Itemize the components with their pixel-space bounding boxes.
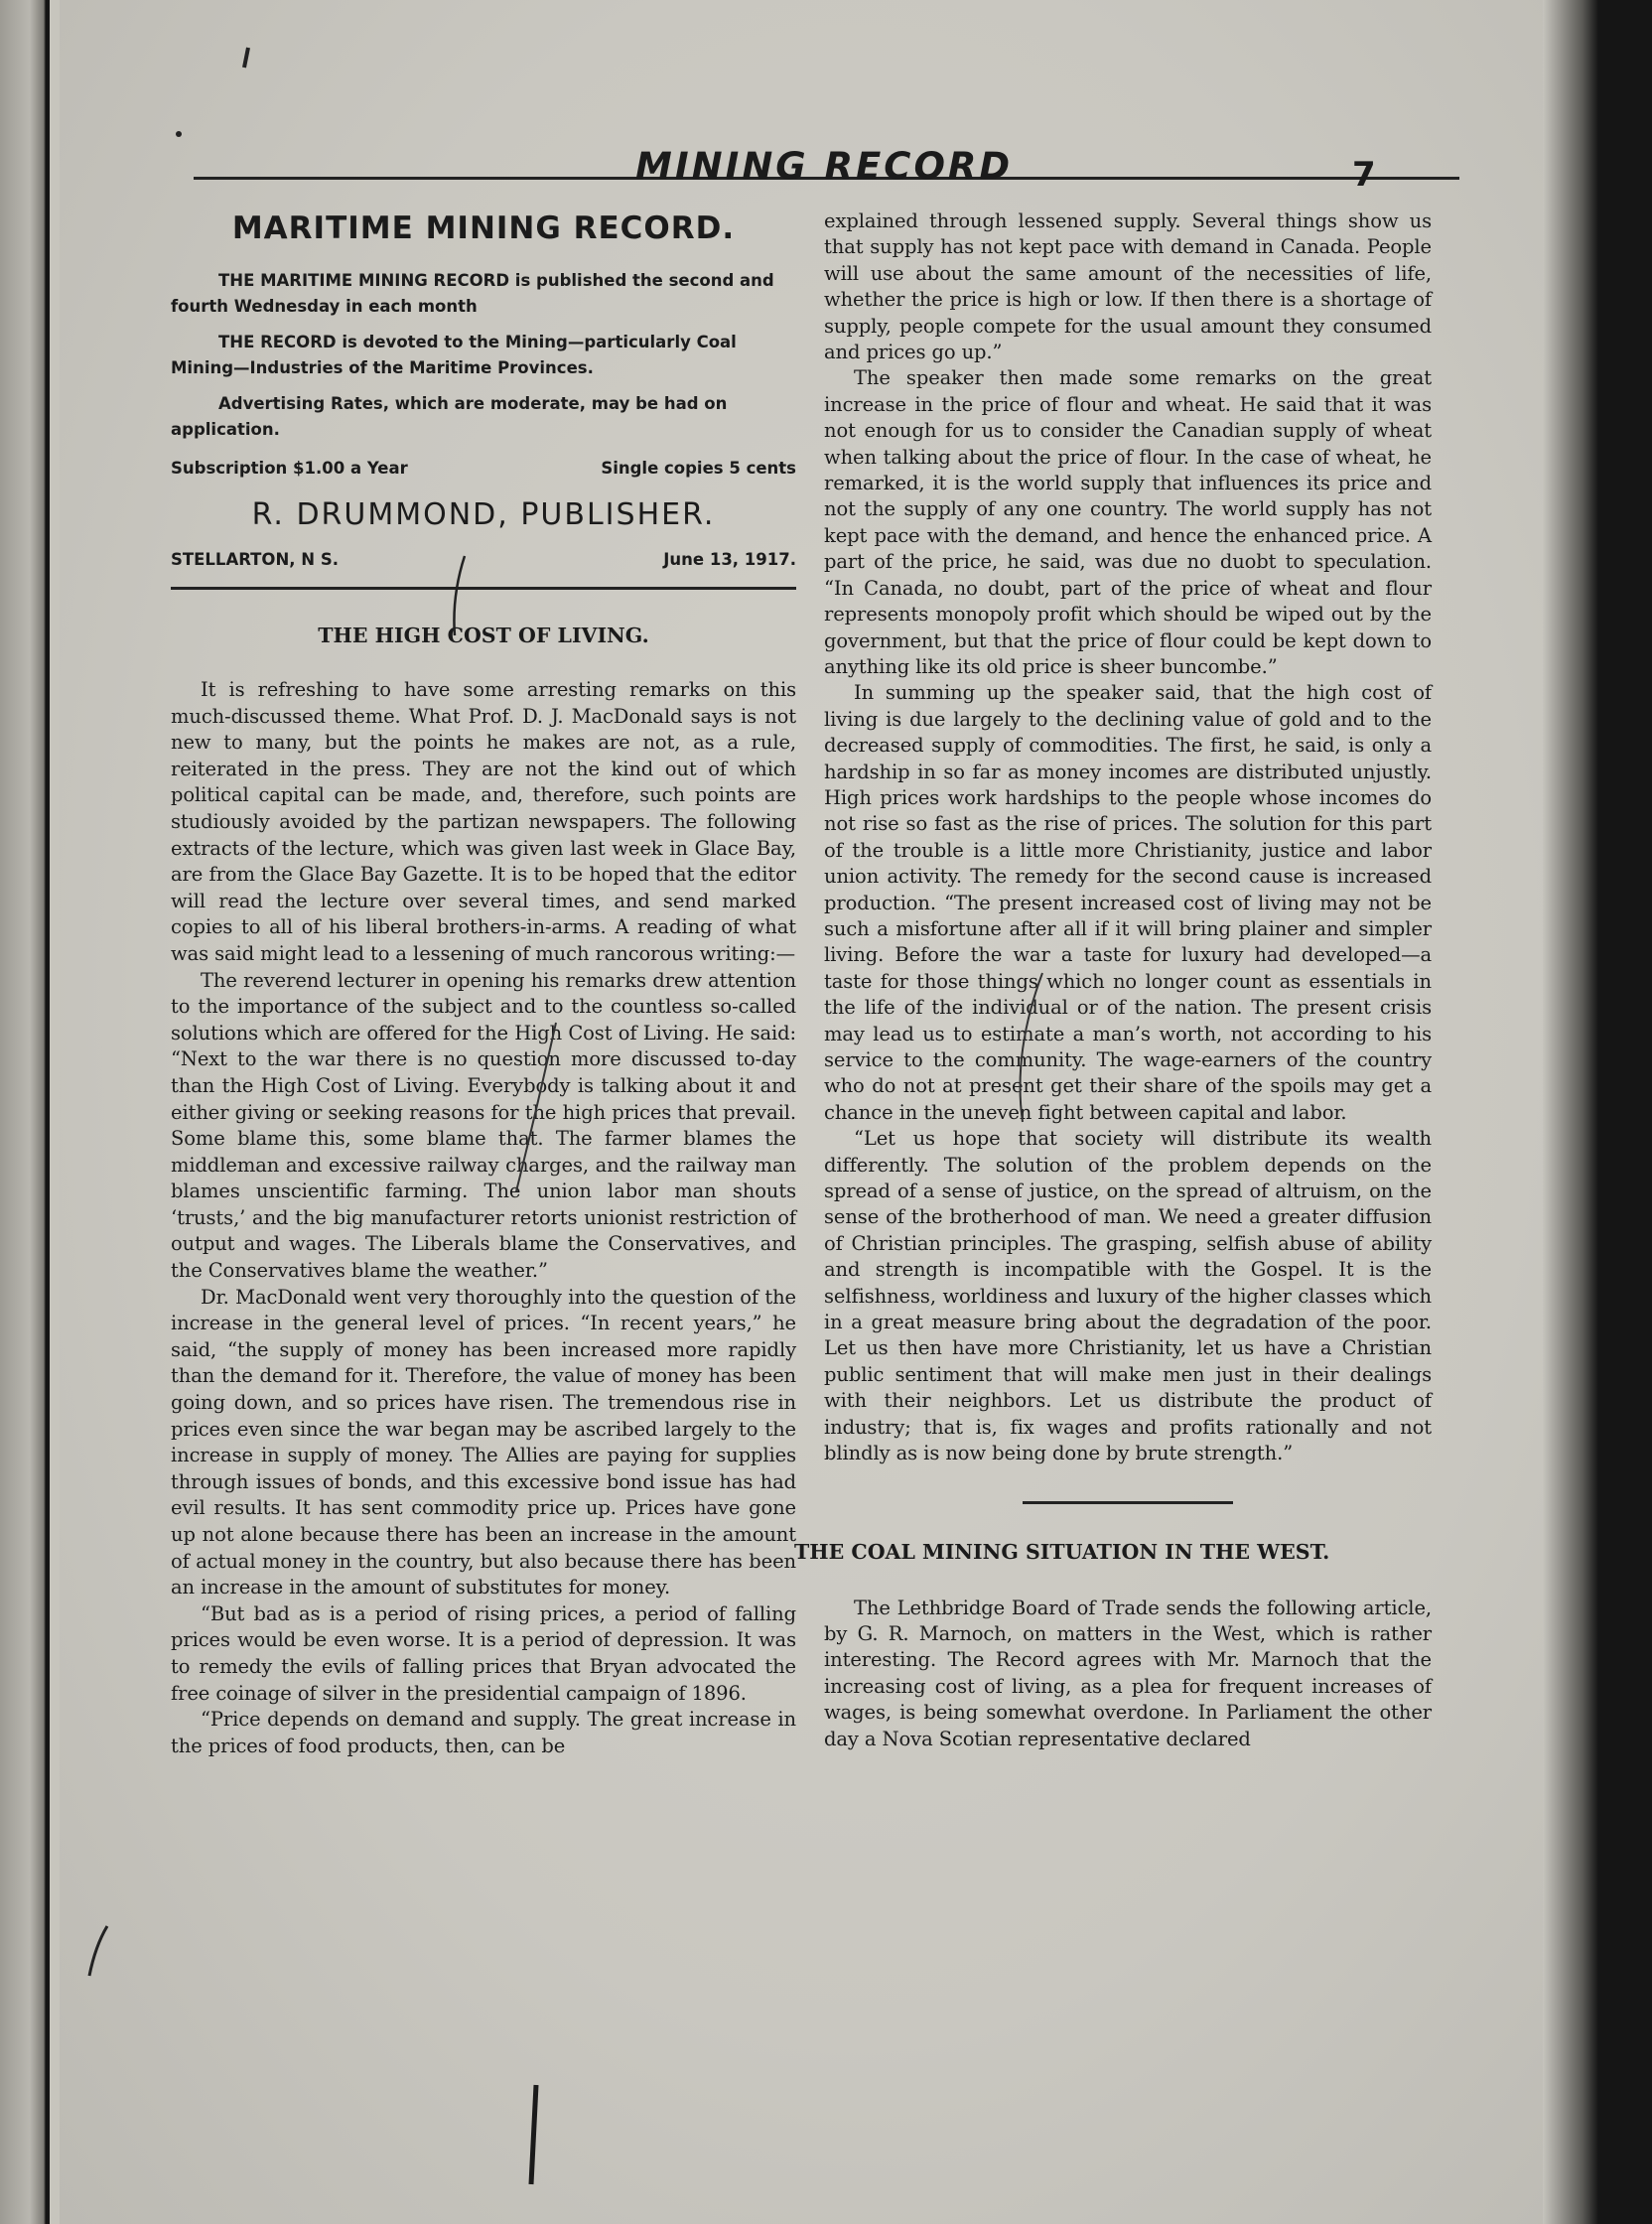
masthead-devoted: THE RECORD is devoted to the Mining—particularly Coal Mining—Industries of the Maritime Provinces. bbox=[171, 333, 737, 377]
article-paragraph: “But bad as is a period of rising prices, a period of falling prices would be even worse. It is a period of depression. It was to remedy the evils of falling prices that Bryan advocated the free coinage of silver in the presidential campaign of 1896. bbox=[171, 1601, 796, 1705]
article-paragraph: The reverend lecturer in opening his remarks drew attention to the importance of the subject and to the countless so-called solutions which are offered for the High Cost of Living. He said: “Next to the war there is no question more discussed to-day than the High Cost of Living. Everybody is talking about it and either giving or seeking reasons for the high prices that prevail. Some blame this, some blame that. The farmer blames the middleman and excessive railway charges, and the railway man blames unscientific farming. The union labor man shouts ‘trusts,’ and the big manufacturer retorts unionist restriction of output and wages. The Liberals blame the Conservatives, and the Conservatives blame the weather.” bbox=[171, 968, 796, 1283]
masthead-published: THE MARITIME MINING RECORD is published the second and fourth Wednesday in each month bbox=[171, 271, 774, 316]
article-paragraph: The Lethbridge Board of Trade sends the following article, by G. R. Marnoch, on matters in the West, which is rather interesting. The Record agrees with Mr. Marnoch that the increasing cost of living, as a plea for frequent increases of wages, is being somewhat overdone. In Parliament the other day a Nova Scotian representative declared bbox=[824, 1596, 1432, 1750]
single-copy-price: Single copies 5 cents bbox=[601, 459, 796, 478]
article-paragraph: The speaker then made some remarks on the great increase in the price of flour and wheat. He said that it was not enough for us to consider the Canadian supply of wheat when talking about the price of flour. In the case of wheat, he remarked, it is the world supply that influences its price and not the supply of any one country. The world supply has not kept pace with the demand, and hence the enhanced price. A part of the price, he said, was due no duobt to speculation. “In Canada, no doubt, part of the price of wheat and flour represents monopoly profit which should be wiped out by the government, but that the price of flour could be kept down to anything like its old price is sheer buncombe.” bbox=[824, 366, 1432, 678]
article-paragraph: explained through lessened supply. Several things show us that supply has not kept pace with demand in Canada. People will use about the same amount of the necessities of life, whether the price is high or low. If then there is a shortage of supply, people compete for the usual amount they consumed and prices go up.” bbox=[824, 209, 1432, 364]
article-paragraph: In summing up the speaker said, that the high cost of living is due largely to the declining value of gold and to the decreased supply of commodities. The first, he said, is only a hardship in so far as money incomes are distributed unjustly. High prices work hardships to the people whose incomes do not rise so fast as the rise of prices. The solution for this part of the trouble is a little more Christianity, justice and labor union activity. The remedy for the second cause is increased production. “The present increased cost of living may not be such a misfortune after all if it will bring plainer and simpler living. Before the war a taste for luxury had developed—a taste for those things which no longer count as essentials in the life of the individual or of the nation. The present crisis may lead us to estimate a man’s worth, not according to his service to the community. The wage-earners of the country who do not at present get their share of the spoils may get a chance in the uneven fight between capital and labor. bbox=[824, 681, 1432, 1124]
scan-border bbox=[1543, 0, 1652, 2224]
right-column bbox=[794, 208, 1432, 1752]
section-divider bbox=[1023, 1501, 1233, 1504]
masthead-advertising: Advertising Rates, which are moderate, may be had on application. bbox=[171, 394, 728, 439]
running-title: MINING RECORD bbox=[635, 145, 1014, 188]
dateline-row bbox=[171, 550, 796, 590]
binding-edge bbox=[0, 0, 50, 2224]
article-paragraph: Dr. MacDonald went very thoroughly into the question of the increase in the general level of prices. “In recent years,” he said, “the supply of money has been increased more rapidly than the demand for it. Therefore, the value of money has been going down, and so prices have risen. The tremendous rise in prices even since the war began may be ascribed largely to the increase in supply of money. The Allies are paying for supplies through issues of bonds, and this excessive bond issue has had evil results. It has sent commodity price up. Prices have gone up not alone because there has been an increase in the amount of actual money in the country, but also because there has been an increase in the amount of substitutes for money. bbox=[171, 1285, 796, 1599]
masthead-title: MARITIME MINING RECORD. bbox=[231, 210, 736, 246]
subscription-price: Subscription $1.00 a Year bbox=[171, 459, 408, 478]
left-column bbox=[171, 199, 796, 1759]
publisher-line: R. DRUMMOND, PUBLISHER. bbox=[251, 497, 716, 532]
issue-date: June 13, 1917. bbox=[663, 550, 796, 569]
article-paragraph: “Let us hope that society will distribute its wealth differently. The solution of the problem depends on the spread of a sense of justice, on the spread of altruism, on the sense of the brotherhood of man. We need a greater diffusion of Christian principles. The grasping, selfish abuse of ability and strength is incompatible with the Gospel. It is the selfishness, worldiness and luxury of the higher classes which in a great measure bring about the degradation of the poor. Let us then have more Christianity, let us have a Christian public sentiment that will make men just in their dealings with their neighbors. Let us distribute the product of industry; that is, fix wages and profits rationally and not blindly as is now being done by brute strength.” bbox=[824, 1127, 1432, 1465]
article-headline: THE COAL MINING SITUATION IN THE WEST. bbox=[794, 1539, 1330, 1564]
article-paragraph: “Price depends on demand and supply. The great increase in the prices of food products, then, can be bbox=[171, 1708, 796, 1757]
page-number: 7 bbox=[1352, 155, 1376, 195]
article-headline: THE HIGH COST OF LIVING. bbox=[318, 624, 649, 647]
subscription-row bbox=[171, 459, 796, 478]
place: STELLARTON, N S. bbox=[171, 550, 339, 569]
article-paragraph: It is refreshing to have some arresting remarks on this much-discussed theme. What Prof. D. J. MacDonald says is not new to many, but the points he makes are not, as a rule, reiterated in the press. They are not the kind out of which political capital can be made, and, therefore, such points are studiously avoided by the partizan newspapers. The following extracts of the lecture, which was given last week in Glace Bay, are from the Glace Bay Gazette. It is to be hoped that the editor will read the lecture over several times, and send marked copies to all of his liberal brothers-in-arms. A reading of what was said might lead to a lessening of much rancorous writing:— bbox=[171, 678, 796, 965]
